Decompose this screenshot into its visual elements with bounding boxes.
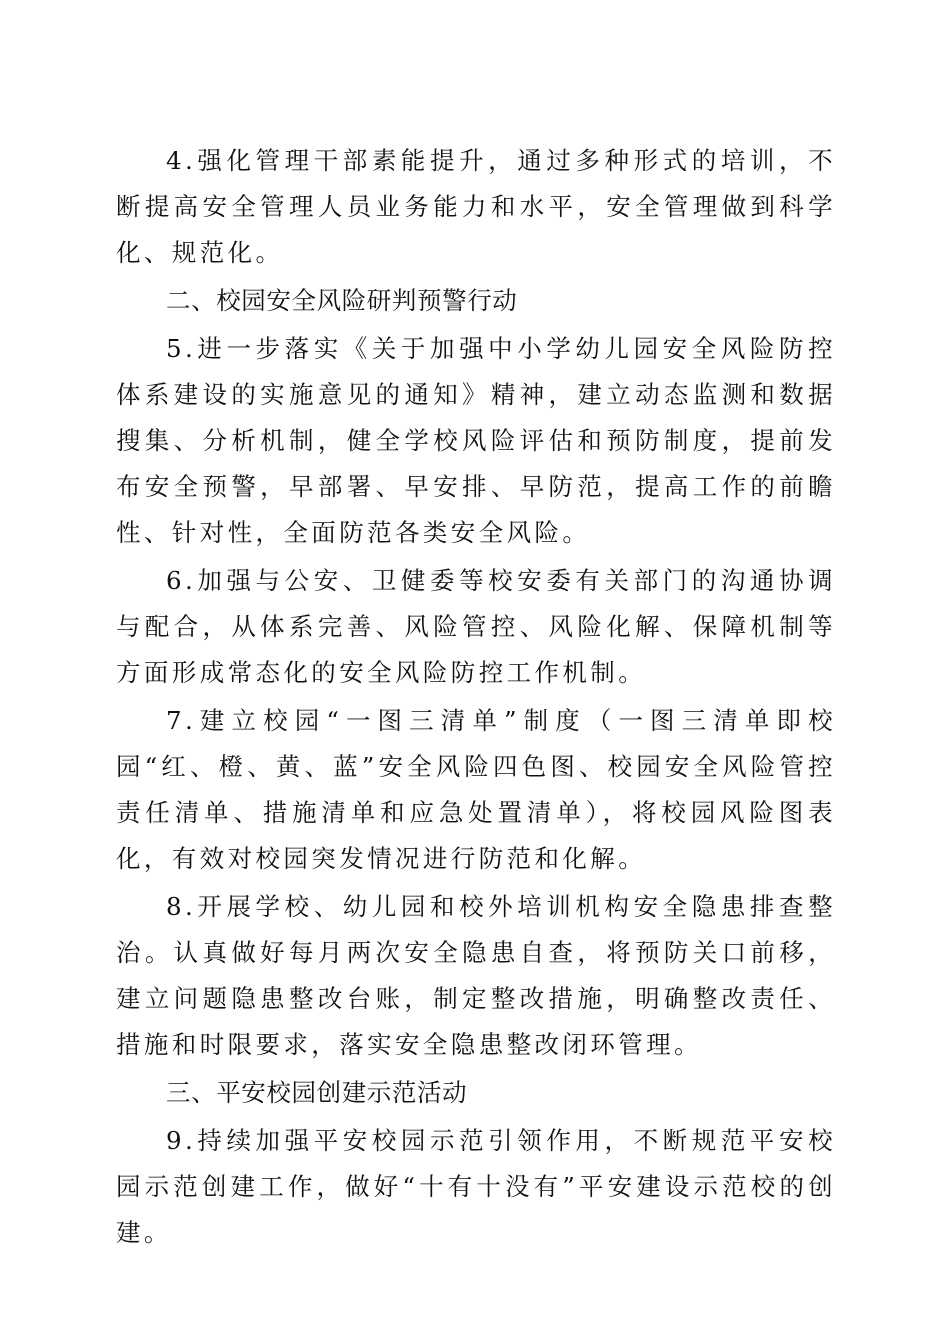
paragraph-item-8: 8.开展学校、幼儿园和校外培训机构安全隐患排查整治。认真做好每月两次安全隐患自查，将预防关口前移，建立问题隐患整改台账，制定整改措施，明确整改责任、措施和时限要求，落实安全隐患整改闭环管理。 bbox=[116, 892, 836, 1059]
paragraph-item-5: 5.进一步落实《关于加强中小学幼儿园安全风险防控体系建设的实施意见的通知》精神，建立动态监测和数据搜集、分析机制，健全学校风险评估和预防制度，提前发布安全预警，早部署、早安排、早防范，提高工作的前瞻性、针对性，全面防范各类安全风险。 bbox=[116, 334, 836, 547]
paragraph-item-7: 7.建立校园“一图三清单”制度（一图三清单即校园“红、橙、黄、蓝”安全风险四色图、校园安全风险管控责任清单、措施清单和应急处置清单），将校园风险图表化，有效对校园突发情况进行防范和化解。 bbox=[116, 706, 836, 873]
document-page bbox=[116, 138, 836, 1256]
section-heading-2: 二、校园安全风险研判预警行动 bbox=[166, 286, 518, 315]
paragraph-item-6: 6.加强与公安、卫健委等校安委有关部门的沟通协调与配合，从体系完善、风险管控、风险化解、保障机制等方面形成常态化的安全风险防控工作机制。 bbox=[116, 566, 836, 687]
paragraph-item-4: 4.强化管理干部素能提升，通过多种形式的培训，不断提高安全管理人员业务能力和水平，安全管理做到科学化、规范化。 bbox=[116, 146, 836, 267]
paragraph-item-9: 9.持续加强平安校园示范引领作用，不断规范平安校园示范创建工作，做好“十有十没有”平安建设示范校的创建。 bbox=[116, 1126, 836, 1247]
section-heading-3: 三、平安校园创建示范活动 bbox=[166, 1078, 468, 1107]
